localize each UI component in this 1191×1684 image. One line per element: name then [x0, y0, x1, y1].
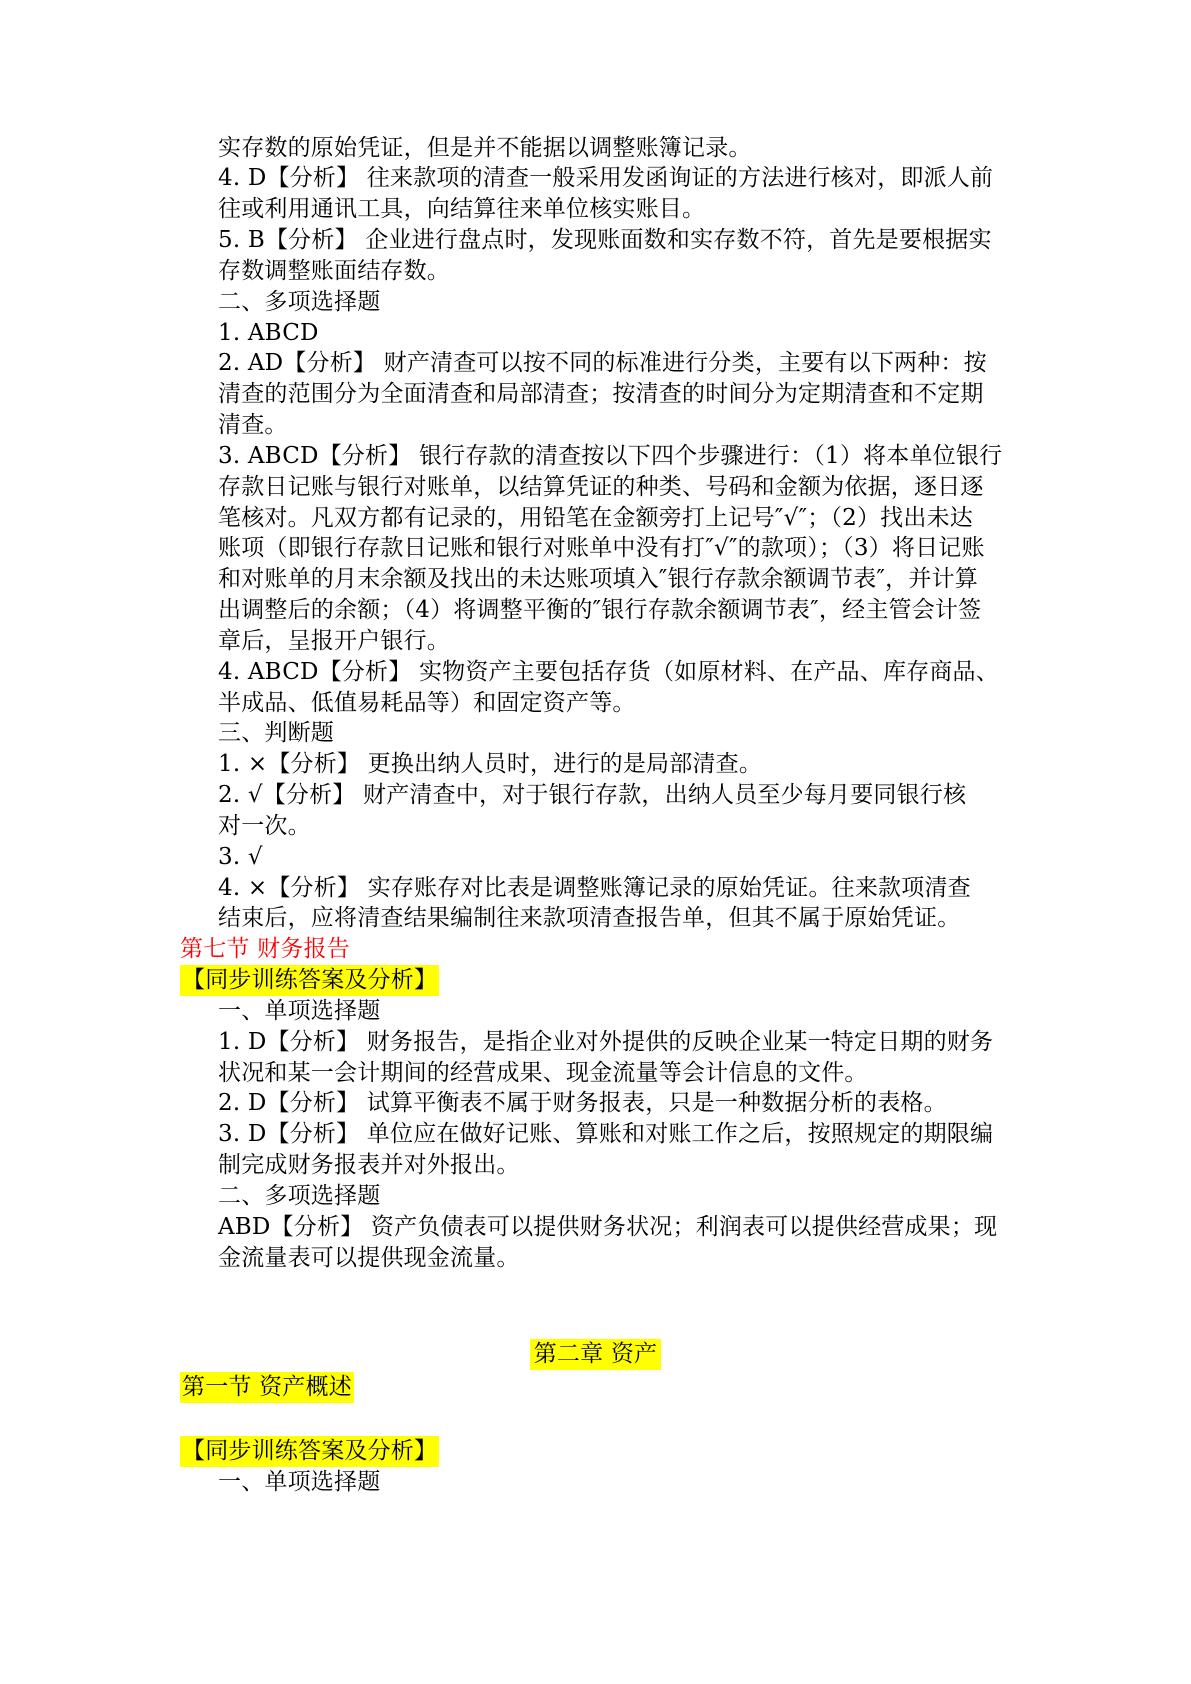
highlight-heading-wrap [180, 965, 439, 996]
text-line: 账项（即银行存款日记账和银行对账单中没有打″√″的款项）；（3）将日记账 [218, 535, 985, 561]
answer-line: 2. √【分析】 财产清查中，对于银行存款，出纳人员至少每月要同银行核 [218, 782, 967, 808]
text-line: 往或利用通讯工具，向结算往来单位核实账目。 [218, 196, 706, 222]
question-type-heading: 一、单项选择题 [218, 998, 381, 1024]
answer-line: ABD【分析】 资产负债表可以提供财务状况；利润表可以提供经营成果；现 [218, 1214, 998, 1240]
highlighted-heading: 【同步训练答案及分析】 [180, 1436, 439, 1467]
answer-line: 1. ×【分析】 更换出纳人员时，进行的是局部清查。 [218, 751, 763, 777]
answer-line: 1. D【分析】 财务报告，是指企业对外提供的反映企业某一特定日期的财务 [218, 1029, 994, 1055]
highlight-heading-wrap [180, 1436, 439, 1467]
text-line: 清查的范围分为全面清查和局部清查；按清查的时间分为定期清查和不定期 [218, 381, 984, 407]
text-line: 对一次。 [218, 813, 311, 839]
text-line: 半成品、低值易耗品等）和固定资产等。 [218, 690, 636, 716]
highlighted-heading: 【同步训练答案及分析】 [180, 965, 439, 996]
chapter-heading-wrap [0, 1339, 1191, 1370]
section-heading: 第一节 资产概述 [180, 1372, 354, 1403]
text-line: 实存数的原始凭证，但是并不能据以调整账簿记录。 [218, 135, 752, 161]
answer-line: 1. ABCD [218, 320, 319, 346]
question-type-heading: 三、判断题 [218, 720, 334, 746]
text-line: 出调整后的余额；（4）将调整平衡的″银行存款余额调节表″，经主管会计签 [218, 597, 982, 623]
text-line: 存款日记账与银行对账单，以结算凭证的种类、号码和金额为依据，逐日逐 [218, 474, 984, 500]
section-heading: 第七节 财务报告 [180, 936, 350, 962]
answer-line: 2. AD【分析】 财产清查可以按不同的标准进行分类，主要有以下两种：按 [218, 350, 987, 376]
answer-line: 3. √ [218, 844, 263, 870]
text-line: 章后，呈报开户银行。 [218, 628, 450, 654]
text-line: 清查。 [218, 412, 288, 438]
answer-line: 5. B【分析】 企业进行盘点时，发现账面数和实存数不符，首先是要根据实 [218, 227, 992, 253]
answer-line: 3. ABCD【分析】 银行存款的清查按以下四个步骤进行：（1）将本单位银行 [218, 443, 1003, 469]
text-line: 金流量表可以提供现金流量。 [218, 1245, 520, 1271]
answer-line: 4. ABCD【分析】 实物资产主要包括存货（如原材料、在产品、库存商品、 [218, 659, 999, 685]
text-line: 存数调整账面结存数。 [218, 258, 450, 284]
question-type-heading: 一、单项选择题 [218, 1469, 381, 1495]
question-type-heading: 二、多项选择题 [218, 1183, 381, 1209]
answer-line: 2. D【分析】 试算平衡表不属于财务报表，只是一种数据分析的表格。 [218, 1090, 947, 1116]
answer-line: 3. D【分析】 单位应在做好记账、算账和对账工作之后，按照规定的期限编 [218, 1121, 994, 1147]
text-line: 笔核对。凡双方都有记录的，用铅笔在金额旁打上记号″√″；（2）找出未达 [218, 505, 973, 531]
section-heading-wrap [180, 1372, 354, 1403]
text-line: 状况和某一会计期间的经营成果、现金流量等会计信息的文件。 [218, 1060, 868, 1086]
answer-line: 4. D【分析】 往来款项的清查一般采用发函询证的方法进行核对，即派人前 [218, 165, 994, 191]
text-line: 结束后，应将清查结果编制往来款项清查报告单，但其不属于原始凭证。 [218, 905, 961, 931]
question-type-heading: 二、多项选择题 [218, 289, 381, 315]
text-line: 和对账单的月末余额及找出的未达账项填入″银行存款余额调节表″，并计算 [218, 566, 978, 592]
text-line: 制完成财务报表并对外报出。 [218, 1152, 520, 1178]
answer-line: 4. ×【分析】 实存账存对比表是调整账簿记录的原始凭证。往来款项清查 [218, 875, 971, 901]
chapter-heading: 第二章 资产 [530, 1339, 662, 1370]
